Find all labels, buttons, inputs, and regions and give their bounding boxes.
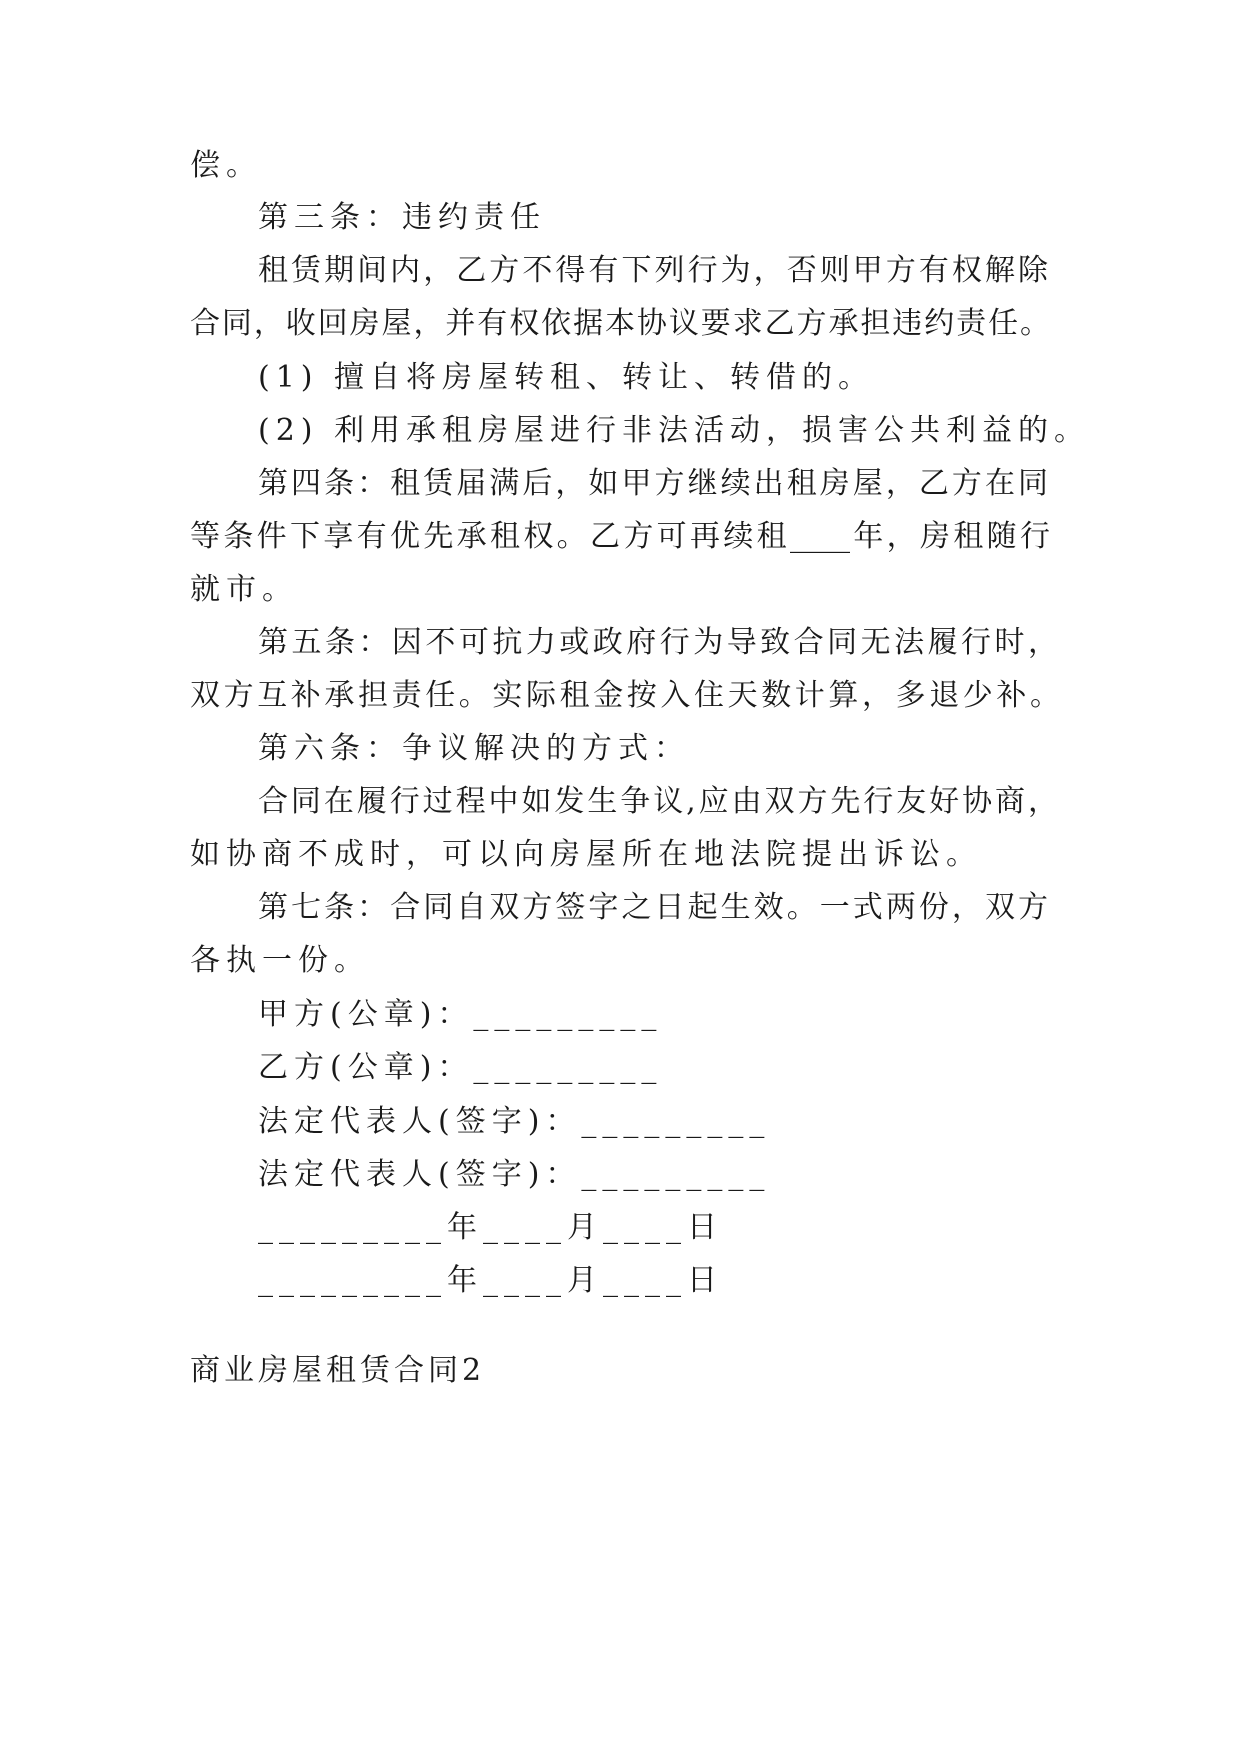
signature-line-representative: 法定代表人(签字)：_________ [258,1157,771,1192]
text-line: 租赁期间内，乙方不得有下列行为，否则甲方有权解除 [258,253,1048,288]
text-line: 等条件下享有优先承租权。乙方可再续租____年，房租随行 [190,519,1050,554]
list-item: (2) 利用承租房屋进行非法活动，损害公共利益的。 [258,413,1091,448]
article-heading: 第四条：租赁届满后，如甲方继续出租房屋，乙方在同 [258,466,1048,501]
text-line: 合同在履行过程中如发生争议,应由双方先行友好协商， [258,784,1058,819]
date-line: _________年____月____日 [258,1210,723,1245]
text-line: 偿。 [190,148,262,183]
text-line: 如协商不成时，可以向房屋所在地法院提出诉讼。 [190,837,982,872]
next-contract-title: 商业房屋租赁合同2 [190,1353,486,1388]
article-heading: 第六条：争议解决的方式： [258,731,690,766]
signature-line-party-b: 乙方(公章)：_________ [258,1050,663,1085]
article-heading: 第三条：违约责任 [258,200,546,235]
article-heading: 第七条：合同自双方签字之日起生效。一式两份，双方 [258,890,1048,925]
text-line: 双方互补承担责任。实际租金按入住天数计算，多退少补。 [190,678,1060,713]
text-line: 各执一份。 [190,943,370,978]
article-heading: 第五条：因不可抗力或政府行为导致合同无法履行时， [258,625,1058,660]
signature-line-representative: 法定代表人(签字)：_________ [258,1104,771,1139]
text-line: 就市。 [190,572,298,607]
date-line: _________年____月____日 [258,1263,723,1298]
list-item: (1) 擅自将房屋转租、转让、转借的。 [258,360,875,395]
signature-line-party-a: 甲方(公章)：_________ [258,997,663,1032]
text-line: 合同，收回房屋，并有权依据本协议要求乙方承担违约责任。 [190,306,1050,341]
